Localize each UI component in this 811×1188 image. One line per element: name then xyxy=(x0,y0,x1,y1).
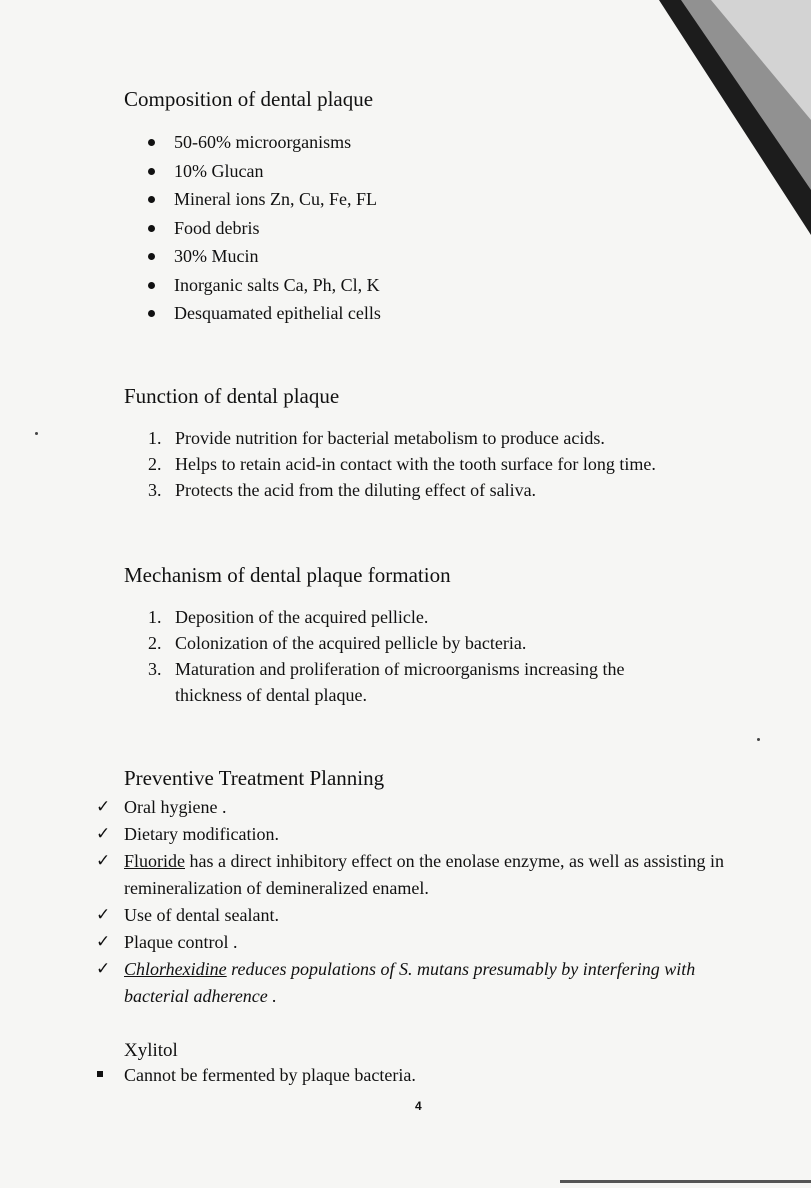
list-item xyxy=(148,630,688,656)
item-text: Maturation and proliferation of microorganisms increasing the thickness of dental plaque. xyxy=(175,659,625,705)
item-text: reduces populations of S. mutans presumably by interfering with bacterial adherence . xyxy=(124,959,696,1006)
item-text: Use of dental sealant. xyxy=(124,905,279,925)
list-item xyxy=(148,477,748,503)
item-text: has a direct inhibitory effect on the enolase enzyme, as well as assisting in remineralization of demineralized enamel. xyxy=(124,851,725,898)
list-item: 30% Mucin xyxy=(148,242,381,271)
item-text: Colonization of the acquired pellicle by bacteria. xyxy=(175,633,527,653)
list-item xyxy=(148,425,748,451)
list-item: Mineral ions Zn, Cu, Fe, FL xyxy=(148,185,381,214)
item-text: Helps to retain acid-in contact with the tooth surface for long time. xyxy=(175,454,656,474)
xylitol-heading: Xylitol xyxy=(124,1040,178,1061)
list-item xyxy=(96,794,736,821)
list-item xyxy=(148,604,688,630)
preventive-list xyxy=(96,794,736,1010)
item-number: 1. xyxy=(148,428,162,448)
check-icon: ✓ xyxy=(96,932,111,952)
list-item: Food debris xyxy=(148,214,381,243)
function-heading: Function of dental plaque xyxy=(124,384,340,408)
item-number: 2. xyxy=(148,454,162,474)
scan-speck xyxy=(757,738,760,741)
check-icon: ✓ xyxy=(96,851,111,871)
list-item xyxy=(96,848,736,902)
list-item xyxy=(96,1062,416,1088)
check-icon: ✓ xyxy=(96,824,111,844)
item-number: 3. xyxy=(148,480,162,500)
page-number: 4 xyxy=(415,1099,422,1113)
square-bullet-icon xyxy=(97,1071,103,1077)
scan-speck xyxy=(35,432,38,435)
function-list xyxy=(148,425,748,503)
check-icon: ✓ xyxy=(96,959,111,979)
page-corner-shadow xyxy=(641,0,811,240)
list-item xyxy=(96,956,736,1010)
list-item xyxy=(96,902,736,929)
list-item: 10% Glucan xyxy=(148,157,381,186)
page-edge-shadow xyxy=(560,1180,811,1183)
item-lead-term: Chlorhexidine xyxy=(124,959,227,979)
composition-list xyxy=(148,128,381,328)
list-item xyxy=(96,929,736,956)
item-number: 1. xyxy=(148,607,162,627)
list-item: Desquamated epithelial cells xyxy=(148,299,381,328)
composition-heading: Composition of dental plaque xyxy=(124,87,374,111)
item-lead-term: Fluoride xyxy=(124,851,185,871)
list-item xyxy=(148,451,748,477)
preventive-heading: Preventive Treatment Planning xyxy=(124,766,385,790)
item-text: Cannot be fermented by plaque bacteria. xyxy=(124,1065,416,1085)
list-item xyxy=(96,821,736,848)
list-item: Inorganic salts Ca, Ph, Cl, K xyxy=(148,271,381,300)
list-item xyxy=(148,656,688,708)
item-text: Protects the acid from the diluting effect of saliva. xyxy=(175,480,537,500)
item-text: Dietary modification. xyxy=(124,824,279,844)
item-text: Deposition of the acquired pellicle. xyxy=(175,607,429,627)
check-icon: ✓ xyxy=(96,797,111,817)
item-number: 2. xyxy=(148,633,162,653)
item-number: 3. xyxy=(148,659,162,679)
mechanism-heading: Mechanism of dental plaque formation xyxy=(124,563,451,587)
item-text: Plaque control . xyxy=(124,932,238,952)
mechanism-list xyxy=(148,604,688,708)
item-text: Provide nutrition for bacterial metabolism to produce acids. xyxy=(175,428,605,448)
check-icon: ✓ xyxy=(96,905,111,925)
item-text: Oral hygiene . xyxy=(124,797,227,817)
list-item: 50-60% microorganisms xyxy=(148,128,381,157)
